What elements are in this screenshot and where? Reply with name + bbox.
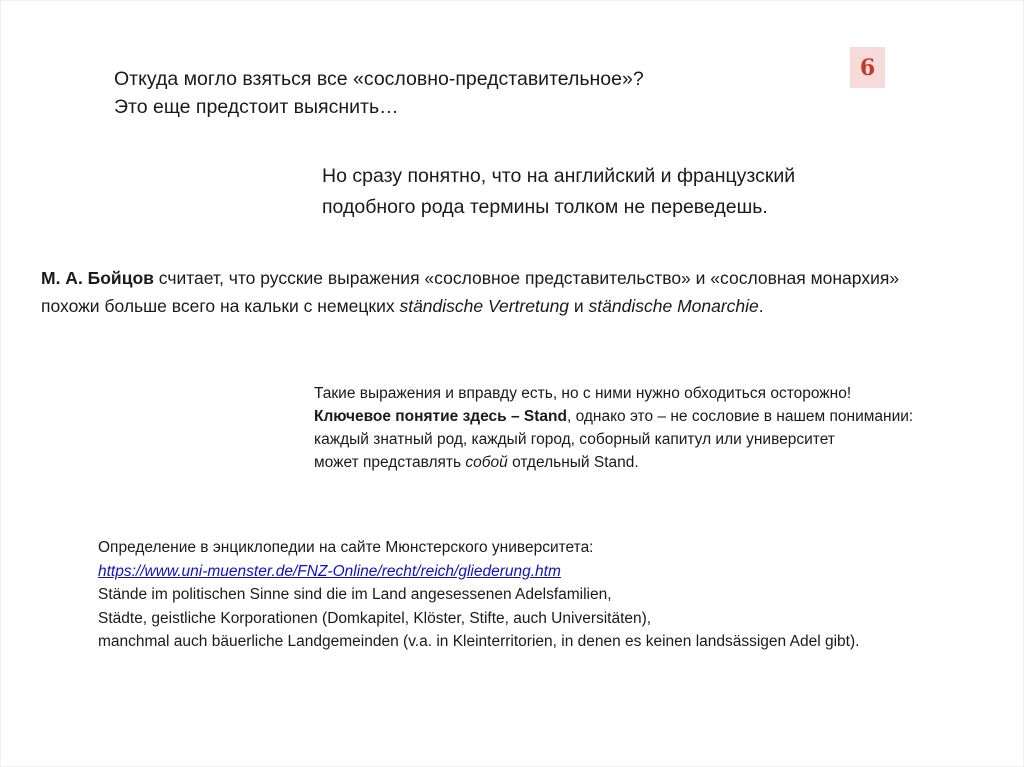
slide-number-badge: 6 (850, 47, 885, 88)
question-text (114, 65, 644, 121)
source-link[interactable]: https://www.uni-muenster.de/FNZ-Online/recht/reich/gliederung.htm (98, 562, 561, 580)
definition-paragraph (98, 536, 978, 654)
note-line-2: подобного рода термины толком не переведешь. (322, 196, 768, 218)
stand-line-4-pre: может представлять (314, 454, 466, 471)
stand-paragraph (314, 382, 974, 474)
definition-link-line (98, 560, 978, 584)
german-term-2: ständische Monarchie (588, 296, 759, 316)
boytsov-line-1-rest: считает, что русские выражения «сословное представительство» и «сословная монархия» (153, 268, 900, 288)
boytsov-conjunction: и (569, 296, 589, 316)
author-name: М. А. Бойцов (41, 268, 154, 288)
stand-line-4-post: отдельный Stand. (507, 454, 639, 471)
boytsov-line-2 (41, 292, 1001, 320)
stand-line-4-italic: собой (465, 454, 508, 471)
translation-note (322, 161, 795, 223)
boytsov-period: . (758, 296, 764, 316)
key-concept: Ключевое понятие здесь – Stand (314, 408, 567, 425)
stand-line-4 (314, 451, 974, 474)
note-line-1: Но сразу понятно, что на английский и французский (322, 165, 796, 187)
definition-line-2: Städte, geistliche Korporationen (Domkapitel, Klöster, Stifte, auch Universitäten), (98, 609, 652, 627)
question-line-1: Откуда могло взяться все «сословно-представительное»? (114, 68, 644, 90)
boytsov-paragraph (41, 264, 1001, 320)
stand-line-3: каждый знатный род, каждый город, соборный капитул или университет (314, 431, 835, 448)
definition-intro: Определение в энциклопедии на сайте Мюнстерского университета: (98, 539, 594, 556)
stand-line-2 (314, 405, 974, 428)
boytsov-line-1 (41, 264, 1001, 292)
definition-line-1: Stände im politischen Sinne sind die im Land angesessenen Adelsfamilien, (98, 586, 612, 603)
question-line-2: Это еще предстоит выяснить… (114, 96, 399, 118)
boytsov-line-2-pre: похожи больше всего на кальки с немецких (41, 296, 400, 316)
german-term-1: ständische Vertretung (399, 296, 570, 316)
definition-line-3: manchmal auch bäuerliche Landgemeinden (v.a. in Kleinterritorien, in denen es keinen landsässigen Adel gibt). (98, 633, 860, 650)
stand-line-1: Такие выражения и вправду есть, но с ними нужно обходиться осторожно! (314, 385, 852, 402)
stand-line-2-rest: , однако это – не сословие в нашем понимании: (566, 408, 914, 425)
